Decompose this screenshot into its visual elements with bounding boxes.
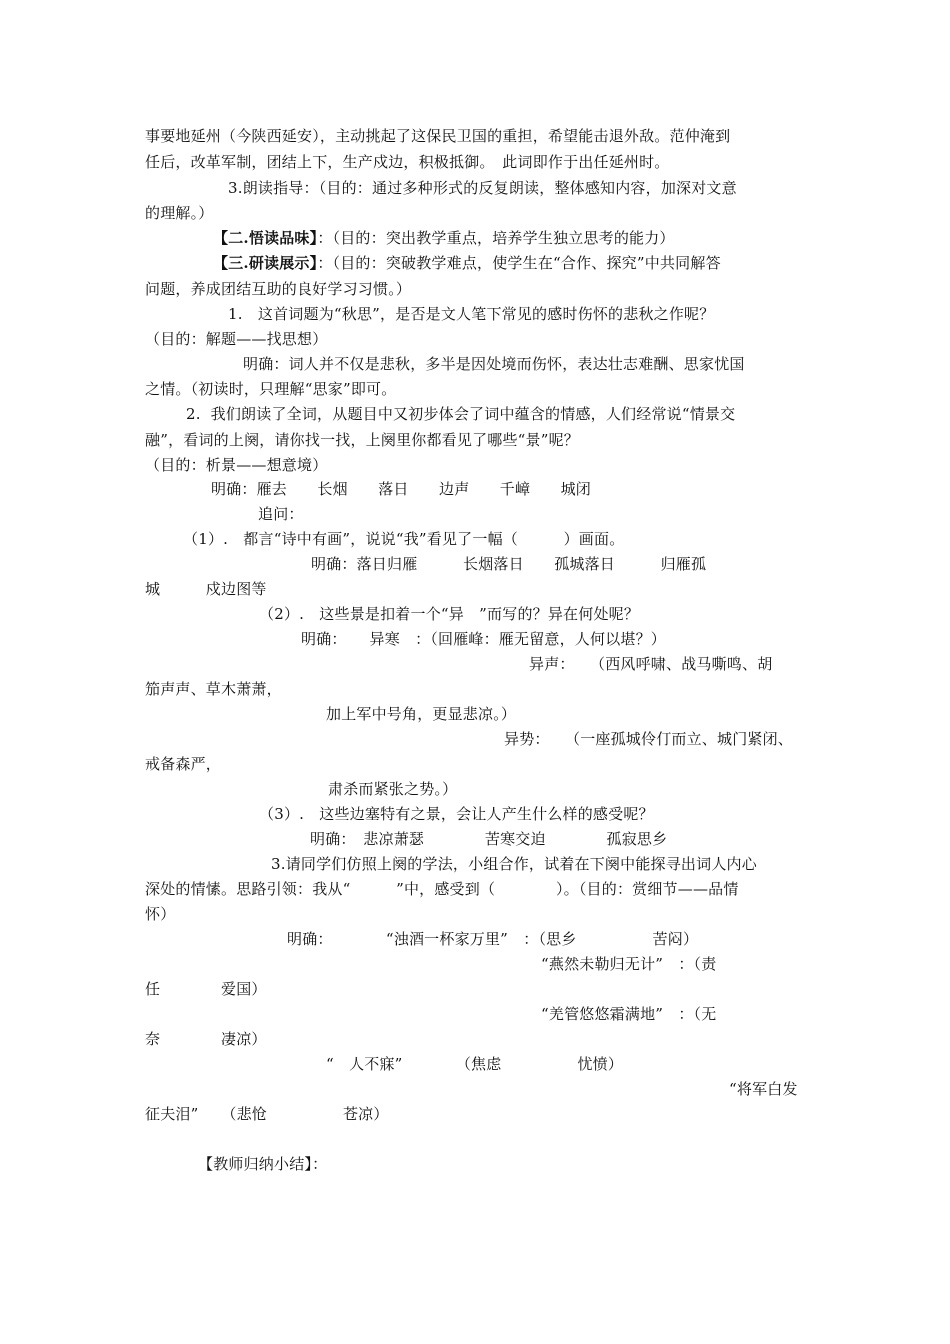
text-line: 肃杀而紧张之势。） (328, 780, 458, 798)
answer-line: 明确： 异寒 ：（回雁峰：雁无留意，人何以堪？） (301, 630, 667, 648)
answer-line: 明确：落日归雁 长烟落日 孤城落日 归雁孤 (311, 555, 707, 573)
text-line: 之情。（初读时，只理解“思家”即可。 (145, 380, 397, 398)
answer-line: 明确：雁去 长烟 落日 边声 千嶂 城闭 (211, 480, 592, 498)
answer-line: “燕然未勒归无计” ：（责 (541, 955, 717, 973)
section-purpose: ：（目的：突出教学重点，培养学生独立思考的能力） (317, 229, 675, 247)
text-line: 问题，养成团结互助的良好学习习惯。） (145, 280, 412, 298)
text-line: 城 戍边图等 (145, 580, 267, 598)
section-heading: 【二.悟读品味】 (213, 229, 318, 247)
answer-line: “将军白发 (729, 1080, 798, 1098)
text-line: 笳声声、草木萧萧， (145, 680, 282, 698)
question-line: （3）. 这些边塞特有之景，会让人产生什么样的感受呢？ (259, 805, 654, 823)
section-heading-line (213, 253, 721, 273)
answer-line: 异势： （一座孤城伶仃而立、城门紧闭、 (504, 730, 794, 748)
answer-line: 明确： “浊酒一杯家万里” ：（思乡 苦闷） (287, 930, 699, 948)
text-line: （目的：析景——想意境） (145, 456, 328, 474)
answer-line: 明确： 悲凉萧瑟 苦寒交迫 孤寂思乡 (310, 830, 668, 848)
text-line: 戒备森严， (145, 755, 222, 773)
text-line: 的理解。） (145, 204, 214, 222)
section-heading-line (213, 228, 675, 248)
question-line: 3.请同学们仿照上阕的学法，小组合作，试着在下阕中能探寻出词人内心 (271, 855, 757, 873)
section-heading: 【三.研读展示】 (213, 254, 318, 272)
section-purpose: ：（目的：突破教学难点，使学生在“合作、探究”中共同解答 (317, 254, 721, 272)
text-line: 深处的情愫。思路引领：我从“ ”中，感受到（ ）。（目的：赏细节——品情 (145, 880, 739, 898)
text-line: 3.朗读指导：（目的：通过多种形式的反复朗读，整体感知内容，加深对文意 (228, 179, 737, 197)
question-line: 2. 我们朗读了全词，从题目中又初步体会了词中蕴含的情感，人们经常说“情景交 (186, 405, 736, 423)
text-line: 事要地延州（今陕西延安），主动挑起了这保民卫国的重担，希望能击退外敌。范仲淹到 (145, 127, 731, 145)
text-line: 怀） (145, 905, 176, 923)
text-line: （目的：解题——找思想） (145, 330, 328, 348)
text-line: 奈 凄凉） (145, 1030, 267, 1048)
summary-heading: 【教师归纳小结】： (198, 1155, 328, 1173)
question-line: （2）. 这些景是扣着一个“异 ”而写的？异在何处呢？ (259, 605, 640, 623)
answer-line: 明确：词人并不仅是悲秋，多半是因处境而伤怀，表达壮志难酬、思家忧国 (243, 355, 745, 373)
text-line: 加上军中号角，更显悲凉。） (326, 705, 517, 723)
text-line: 征夫泪” （悲怆 苍凉） (145, 1105, 389, 1123)
text-line: 任后，改革军制，团结上下，生产戍边，积极抵御。 此词即作于出任延州时。 (145, 153, 670, 171)
answer-line: 异声： （西风呼啸、战马嘶鸣、胡 (529, 655, 773, 673)
text-line: 融”，看词的上阕，请你找一找，上阕里你都看见了哪些“景”呢？ (145, 431, 580, 449)
answer-line: “ 人不寐” （焦虑 忧愤） (326, 1055, 624, 1073)
question-line: （1）. 都言“诗中有画”，说说“我”看见了一幅（ ）画面。 (183, 530, 625, 548)
question-line: 1. 这首词题为“秋思”，是否是文人笔下常见的感时伤怀的悲秋之作呢？ (228, 305, 715, 323)
text-line: 追问： (258, 505, 304, 523)
answer-line: “羌管悠悠霜满地” ：（无 (541, 1005, 717, 1023)
text-line: 任 爱国） (145, 980, 267, 998)
